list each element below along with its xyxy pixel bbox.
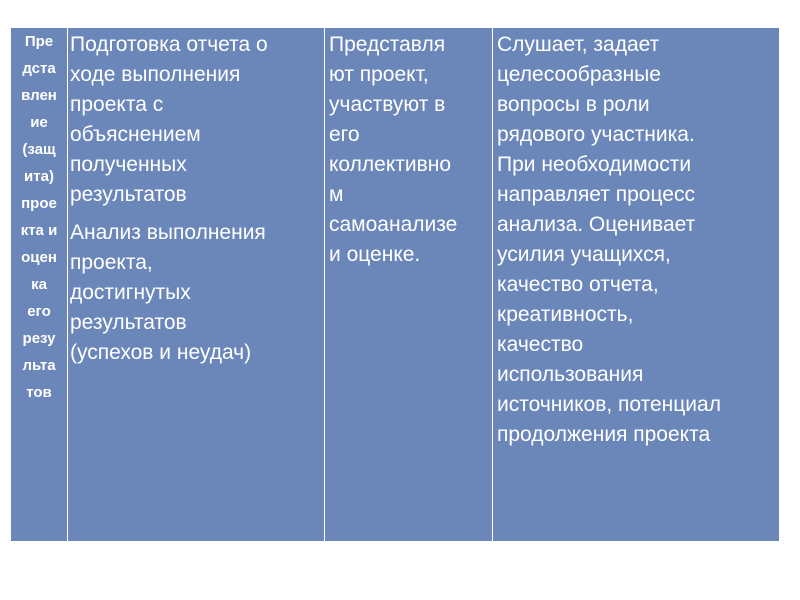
text-line: При необходимости xyxy=(497,153,692,176)
text-line: качество отчета, xyxy=(497,273,659,296)
text-line: ходе выполнения xyxy=(70,63,241,86)
text-line: рядового участника. xyxy=(497,123,695,146)
text-line: проекта, xyxy=(70,251,153,274)
student-activity-cell xyxy=(68,28,325,542)
text-line: объяснением xyxy=(70,123,201,146)
stage-name-line: дста xyxy=(22,60,56,77)
stage-name-line: ка xyxy=(31,276,47,293)
text-line: Слушает, задает xyxy=(497,33,660,56)
text-line: (успехов и неудач) xyxy=(70,341,252,364)
stage-name-line: тов xyxy=(26,384,52,401)
text-line: источников, потенциал xyxy=(497,393,721,416)
group-activity-cell xyxy=(325,28,493,542)
stage-name-line: кта и xyxy=(20,222,58,239)
stage-name-line: его xyxy=(27,303,51,320)
stage-name-line: ита) xyxy=(24,168,54,185)
project-stage-table xyxy=(10,27,780,542)
text-line: результатов xyxy=(70,311,187,334)
stage-name-line: прое xyxy=(21,195,57,212)
stage-name-line: (защ xyxy=(22,141,56,158)
text-line: м xyxy=(329,183,344,206)
text-line: коллективно xyxy=(329,153,452,176)
text-line: Представля xyxy=(329,33,446,56)
text-line: результатов xyxy=(70,183,187,206)
text-line: самоанализе xyxy=(329,213,458,236)
text-line: креативность, xyxy=(497,303,634,326)
text-line: Подготовка отчета о xyxy=(70,33,268,56)
stage-name-line: резу xyxy=(22,330,56,347)
text-line: целесообразные xyxy=(497,63,661,86)
stage-name-cell xyxy=(11,28,68,542)
text-line: качество xyxy=(497,333,584,356)
stage-name xyxy=(12,28,66,406)
text-line: его xyxy=(329,123,360,146)
text-line: ют проект, xyxy=(329,63,429,86)
report-preparation-text xyxy=(70,30,322,210)
text-line: полученных xyxy=(70,153,187,176)
text-line: Анализ выполнения xyxy=(70,221,266,244)
text-line: анализа. Оценивает xyxy=(497,213,696,236)
stage-name-line: льта xyxy=(22,357,56,374)
text-line: достигнутых xyxy=(70,281,191,304)
teacher-activity-cell xyxy=(493,28,780,542)
text-line: вопросы в роли xyxy=(497,93,650,116)
text-line: проекта с xyxy=(70,93,164,116)
stage-name-line: оцен xyxy=(21,249,57,266)
stage-name-line: Пре xyxy=(24,33,54,50)
project-analysis-text xyxy=(70,218,322,368)
table-row xyxy=(11,28,780,542)
text-line: продолжения проекта xyxy=(497,423,711,446)
stage-name-line: ие xyxy=(30,114,48,131)
text-line: участвуют в xyxy=(329,93,446,116)
text-line: использования xyxy=(497,363,644,386)
text-line: усилия учащихся, xyxy=(497,243,671,266)
text-line: и оценке. xyxy=(329,243,421,266)
stage-name-line: влен xyxy=(21,87,57,104)
text-line: направляет процесс xyxy=(497,183,695,206)
